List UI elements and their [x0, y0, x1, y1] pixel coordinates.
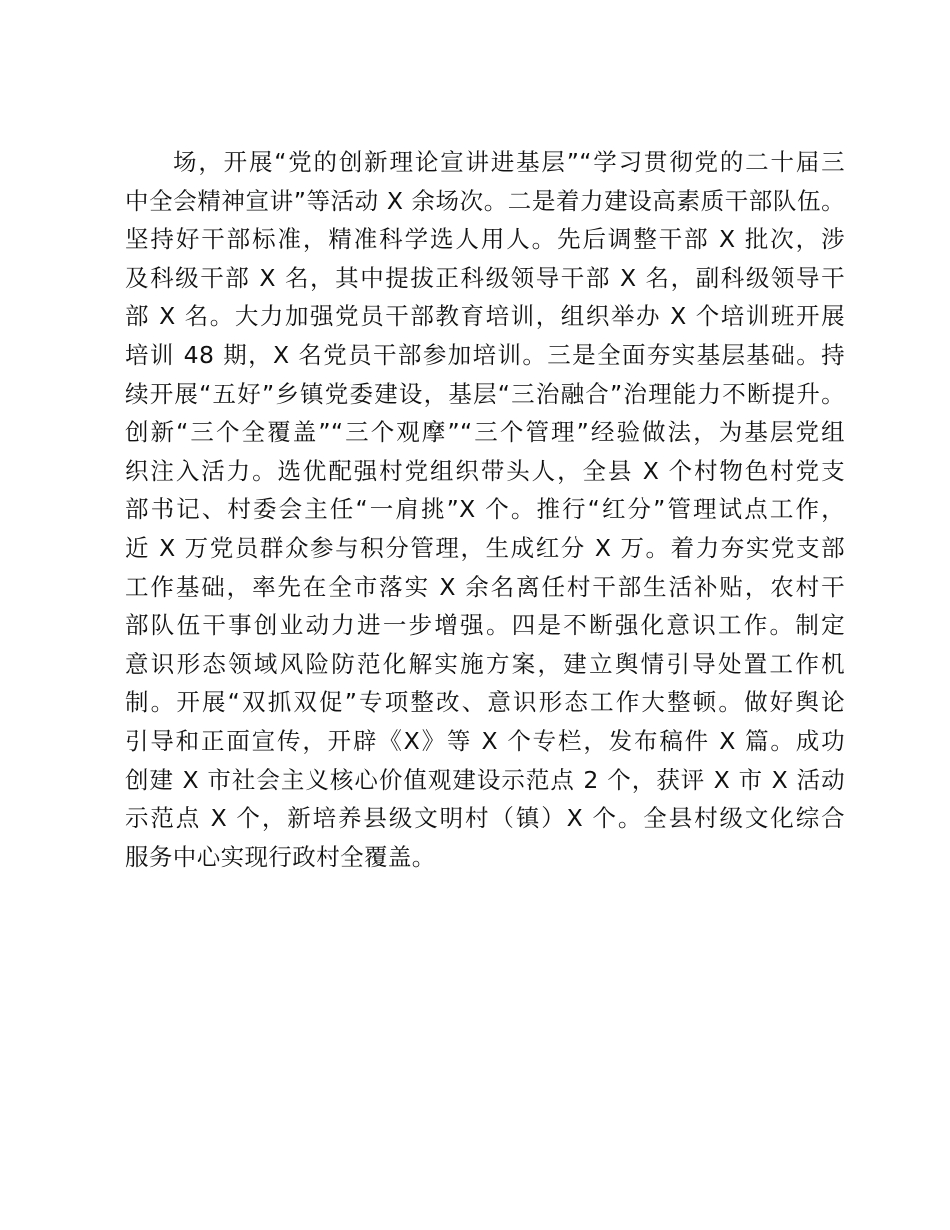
paragraph-line: 制。开展“双抓双促”专项整改、意识形态工作大整顿。做好舆论: [125, 688, 845, 717]
paragraph-line: 续开展“五好”乡镇党委建设，基层“三治融合”治理能力不断提升。: [125, 379, 845, 408]
paragraph-line: 工作基础，率先在全市落实 X 余名离任村干部生活补贴，农村干: [125, 572, 845, 601]
paragraph-line: 及科级干部 X 名，其中提拔正科级领导干部 X 名，副科级领导干: [125, 263, 845, 292]
paragraph-line: 近 X 万党员群众参与积分管理，生成红分 X 万。着力夯实党支部: [125, 533, 845, 562]
paragraph-line: 意识形态领域风险防范化解实施方案，建立舆情引导处置工作机: [125, 649, 845, 678]
paragraph-line: 场，开展“党的创新理论宣讲进基层”“学习贯彻党的二十届三: [173, 148, 845, 176]
paragraph-line: 部书记、村委会主任“一肩挑”X 个。推行“红分”管理试点工作，: [125, 495, 845, 524]
body-paragraph: [125, 143, 845, 876]
paragraph-line: 引导和正面宣传，开辟《X》等 X 个专栏，发布稿件 X 篇。成功: [125, 726, 845, 755]
paragraph-line: 织注入活力。选优配强村党组织带头人，全县 X 个村物色村党支: [125, 456, 845, 485]
paragraph-line: 创新“三个全覆盖”“三个观摩”“三个管理”经验做法，为基层党组: [125, 418, 845, 447]
paragraph-line: 培训 48 期，X 名党员干部参加培训。三是全面夯实基层基础。持: [125, 340, 845, 369]
paragraph-line: 创建 X 市社会主义核心价值观建设示范点 2 个，获评 X 市 X 活动: [125, 765, 845, 794]
paragraph-line: 示范点 X 个，新培养县级文明村（镇）X 个。全县村级文化综合: [125, 804, 845, 833]
paragraph-line: 部 X 名。大力加强党员干部教育培训，组织举办 X 个培训班开展: [125, 302, 845, 331]
paragraph-line: 坚持好干部标准，精准科学选人用人。先后调整干部 X 批次，涉: [125, 225, 845, 254]
paragraph-line: 服务中心实现行政村全覆盖。: [125, 842, 436, 871]
paragraph-line: 部队伍干事创业动力进一步增强。四是不断强化意识工作。制定: [125, 611, 845, 640]
paragraph-line: 中全会精神宣讲”等活动 X 余场次。二是着力建设高素质干部队伍。: [125, 186, 845, 215]
